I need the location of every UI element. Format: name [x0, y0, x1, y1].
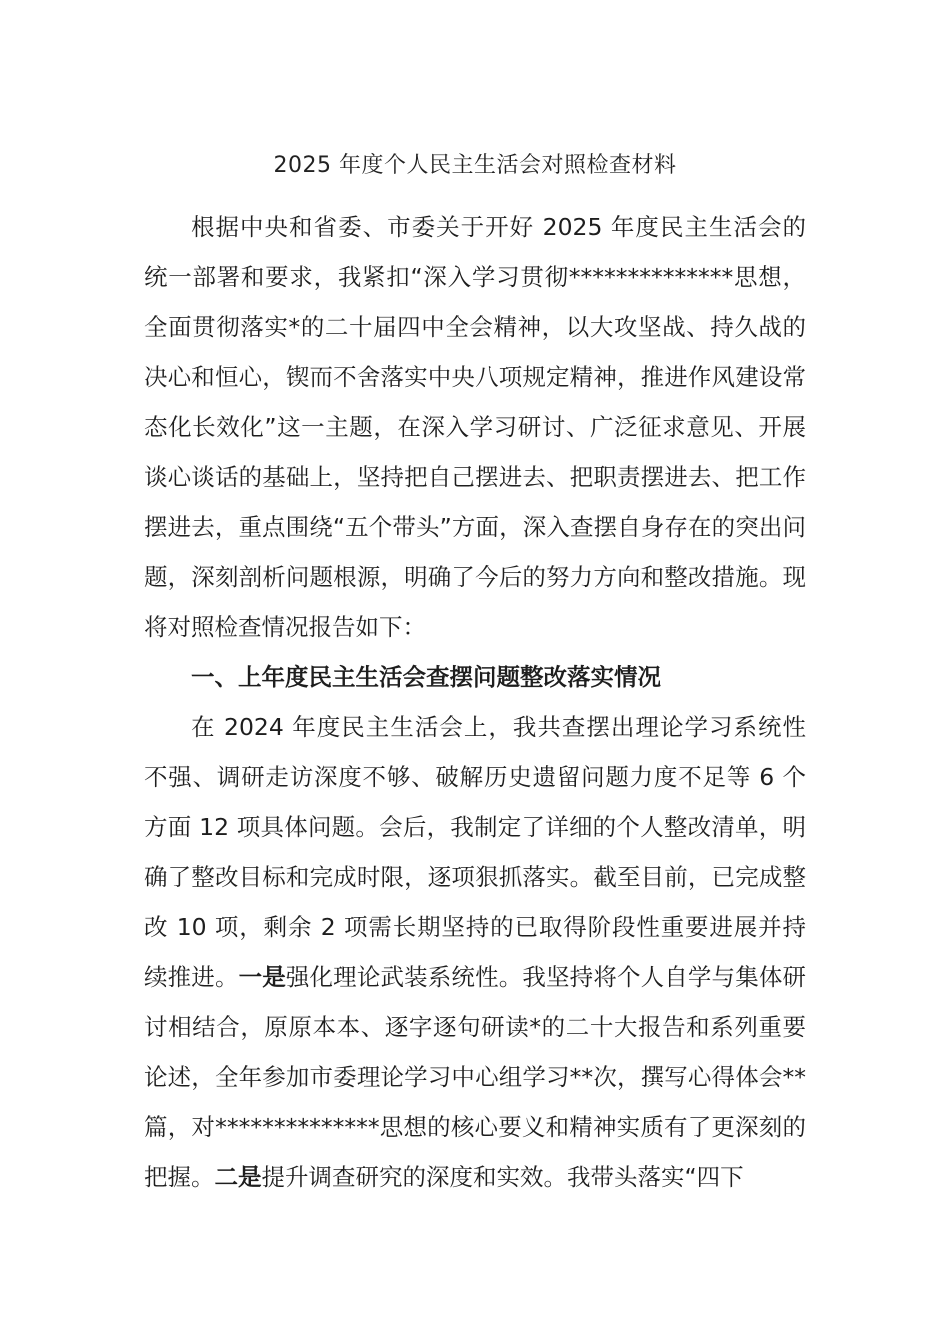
section-paragraph-text: 在 2024 年度民主生活会上，我共查摆出理论学习系统性不强、调研走访深度不够、破解历史遗留问题力度不足等 6 个方面 12 项具体问题。会后，我制定了详细的个人整改清单，明确了整改目标和完成时限，逐项狠抓落实。截至目前，已完成整改 10 项，剩余 2 项需长期坚持的已取得阶段性重要进展并持续推进。: [144, 713, 806, 991]
point-label: 二是: [214, 1163, 262, 1191]
point-text: 强化理论武装系统性。我坚持将个人自学与集体研讨相结合，原原本本、逐字逐句研读*的二十大报告和系列重要论述，全年参加市委理论学习中心组学习**次，撰写心得体会**篇，对**************思想的核心要义和精神实质有了更深刻的把握。: [144, 963, 807, 1191]
point-text: 提升调查研究的深度和实效。我带头落实“四下: [261, 1163, 744, 1191]
document-body: [144, 202, 806, 1202]
intro-paragraph: 根据中央和省委、市委关于开好 2025 年度民主生活会的统一部署和要求，我紧扣“深入学习贯彻**************思想，全面贯彻落实*的二十届四中全会精神，以大攻坚战、持久战的决心和恒心，锲而不舍落实中央八项规定精神，推进作风建设常态化长效化”这一主题，在深入学习研讨、广泛征求意见、开展谈心谈话的基础上，坚持把自己摆进去、把职责摆进去、把工作摆进去，重点围绕“五个带头”方面，深入查摆自身存在的突出问题，深刻剖析问题根源，明确了今后的努力方向和整改措施。现将对照检查情况报告如下：: [144, 213, 806, 641]
document-title: 2025 年度个人民主生活会对照检查材料: [273, 153, 677, 178]
section-paragraph: [144, 702, 806, 1202]
section-heading: 一、上年度民主生活会查摆问题整改落实情况: [191, 663, 661, 691]
point-label: 一是: [238, 963, 286, 991]
